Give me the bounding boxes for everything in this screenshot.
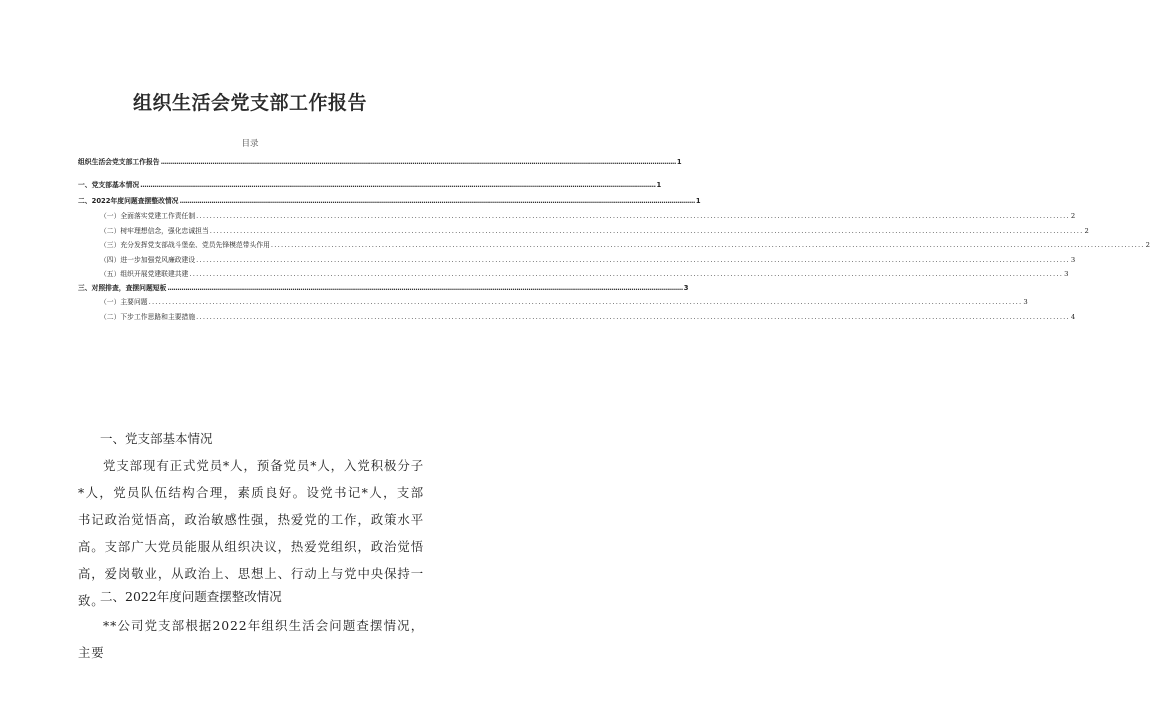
toc-entry-text: （一）全面落实党建工作责任制 bbox=[100, 212, 196, 220]
toc-leader-dots: .................................................................................................................................................................................................................................................................... bbox=[179, 197, 695, 205]
toc-page-number: 2 bbox=[1070, 212, 1076, 220]
toc-page-number: 3 bbox=[1070, 256, 1076, 264]
toc-page-number: 3 bbox=[683, 284, 689, 292]
toc-entry[interactable] bbox=[78, 284, 689, 293]
toc-page-number: 4 bbox=[1070, 313, 1076, 321]
toc-entry-text: （四）进一步加强党风廉政建设 bbox=[100, 256, 196, 264]
toc-entry-text: （二）树牢理想信念，强化忠诚担当 bbox=[100, 227, 209, 235]
toc-leader-dots: .................................................................................................................................................................................................................................................................... bbox=[140, 181, 656, 189]
toc-leader-dots: .................................................................................................................................................................................................................................................................... bbox=[196, 256, 1070, 264]
toc-entry-text: （二）下步工作思路和主要措施 bbox=[100, 313, 196, 321]
toc-entry-text: （一）主要问题 bbox=[100, 298, 148, 306]
toc-page-number: 3 bbox=[1064, 270, 1069, 278]
toc-leader-dots: .................................................................................................................................................................................................................................................................... bbox=[167, 284, 683, 292]
toc-entry[interactable] bbox=[78, 270, 1069, 279]
toc-entry[interactable] bbox=[78, 227, 1089, 236]
toc-page-number: 1 bbox=[656, 181, 662, 189]
toc-entry-text: 三、对照排查，查摆问题短板 bbox=[78, 284, 167, 292]
toc-entry-text: （三）充分发挥党支部战斗堡垒、党员先锋模范带头作用 bbox=[100, 241, 270, 249]
toc-page-number: 2 bbox=[1145, 241, 1150, 249]
toc-entry-text: 二、2022年度问题查摆整改情况 bbox=[78, 197, 179, 205]
toc-leader-dots: .................................................................................................................................................................................................................................................................... bbox=[196, 313, 1070, 321]
toc-entry[interactable] bbox=[78, 241, 1150, 250]
toc-leader-dots: .................................................................................................................................................................................................................................................................... bbox=[160, 158, 676, 166]
toc-entry[interactable] bbox=[78, 197, 701, 206]
section-heading-1: 一、党支部基本情况 bbox=[100, 431, 213, 446]
toc-entry[interactable] bbox=[78, 313, 1076, 322]
toc-heading: 目录 bbox=[241, 139, 259, 149]
toc-leader-dots: .................................................................................................................................................................................................................................................................... bbox=[148, 298, 1023, 306]
toc-entry-text: 一、党支部基本情况 bbox=[78, 181, 140, 189]
toc-leader-dots: .................................................................................................................................................................................................................................................................... bbox=[189, 270, 1064, 278]
toc-leader-dots: .................................................................................................................................................................................................................................................................... bbox=[196, 212, 1070, 220]
toc-page-number: 2 bbox=[1084, 227, 1089, 235]
toc-page-number: 1 bbox=[676, 158, 682, 166]
toc-entry[interactable] bbox=[78, 256, 1076, 265]
toc-entry[interactable] bbox=[78, 158, 682, 167]
toc-leader-dots: .................................................................................................................................................................................................................................................................... bbox=[270, 241, 1145, 249]
toc-entry[interactable] bbox=[78, 212, 1076, 221]
toc-entry-text: （五）组织开展党建联建共建 bbox=[100, 270, 189, 278]
toc-entry-text: 组织生活会党支部工作报告 bbox=[78, 158, 160, 166]
section-paragraph-2: **公司党支部根据2022年组织生活会问题查摆情况，主要 bbox=[78, 618, 424, 660]
toc-entry[interactable] bbox=[78, 181, 662, 190]
toc-page-number: 1 bbox=[695, 197, 701, 205]
toc-leader-dots: .................................................................................................................................................................................................................................................................... bbox=[209, 227, 1084, 235]
toc-entry[interactable] bbox=[78, 298, 1028, 307]
section-paragraph-1: 党支部现有正式党员*人，预备党员*人，入党积极分子*人，党员队伍结构合理，素质良好。设党书记*人，支部书记政治觉悟高，政治敏感性强，热爱党的工作，政策水平高。支部广大党员能服从组织决议，热爱党组织，政治觉悟高，爱岗敬业，从政治上、思想上、行动上与党中央保持一致。 bbox=[78, 458, 424, 608]
document-title: 组织生活会党支部工作报告 bbox=[132, 92, 367, 114]
toc-page-number: 3 bbox=[1023, 298, 1028, 306]
section-heading-2: 二、2022年度问题查摆整改情况 bbox=[100, 589, 282, 604]
